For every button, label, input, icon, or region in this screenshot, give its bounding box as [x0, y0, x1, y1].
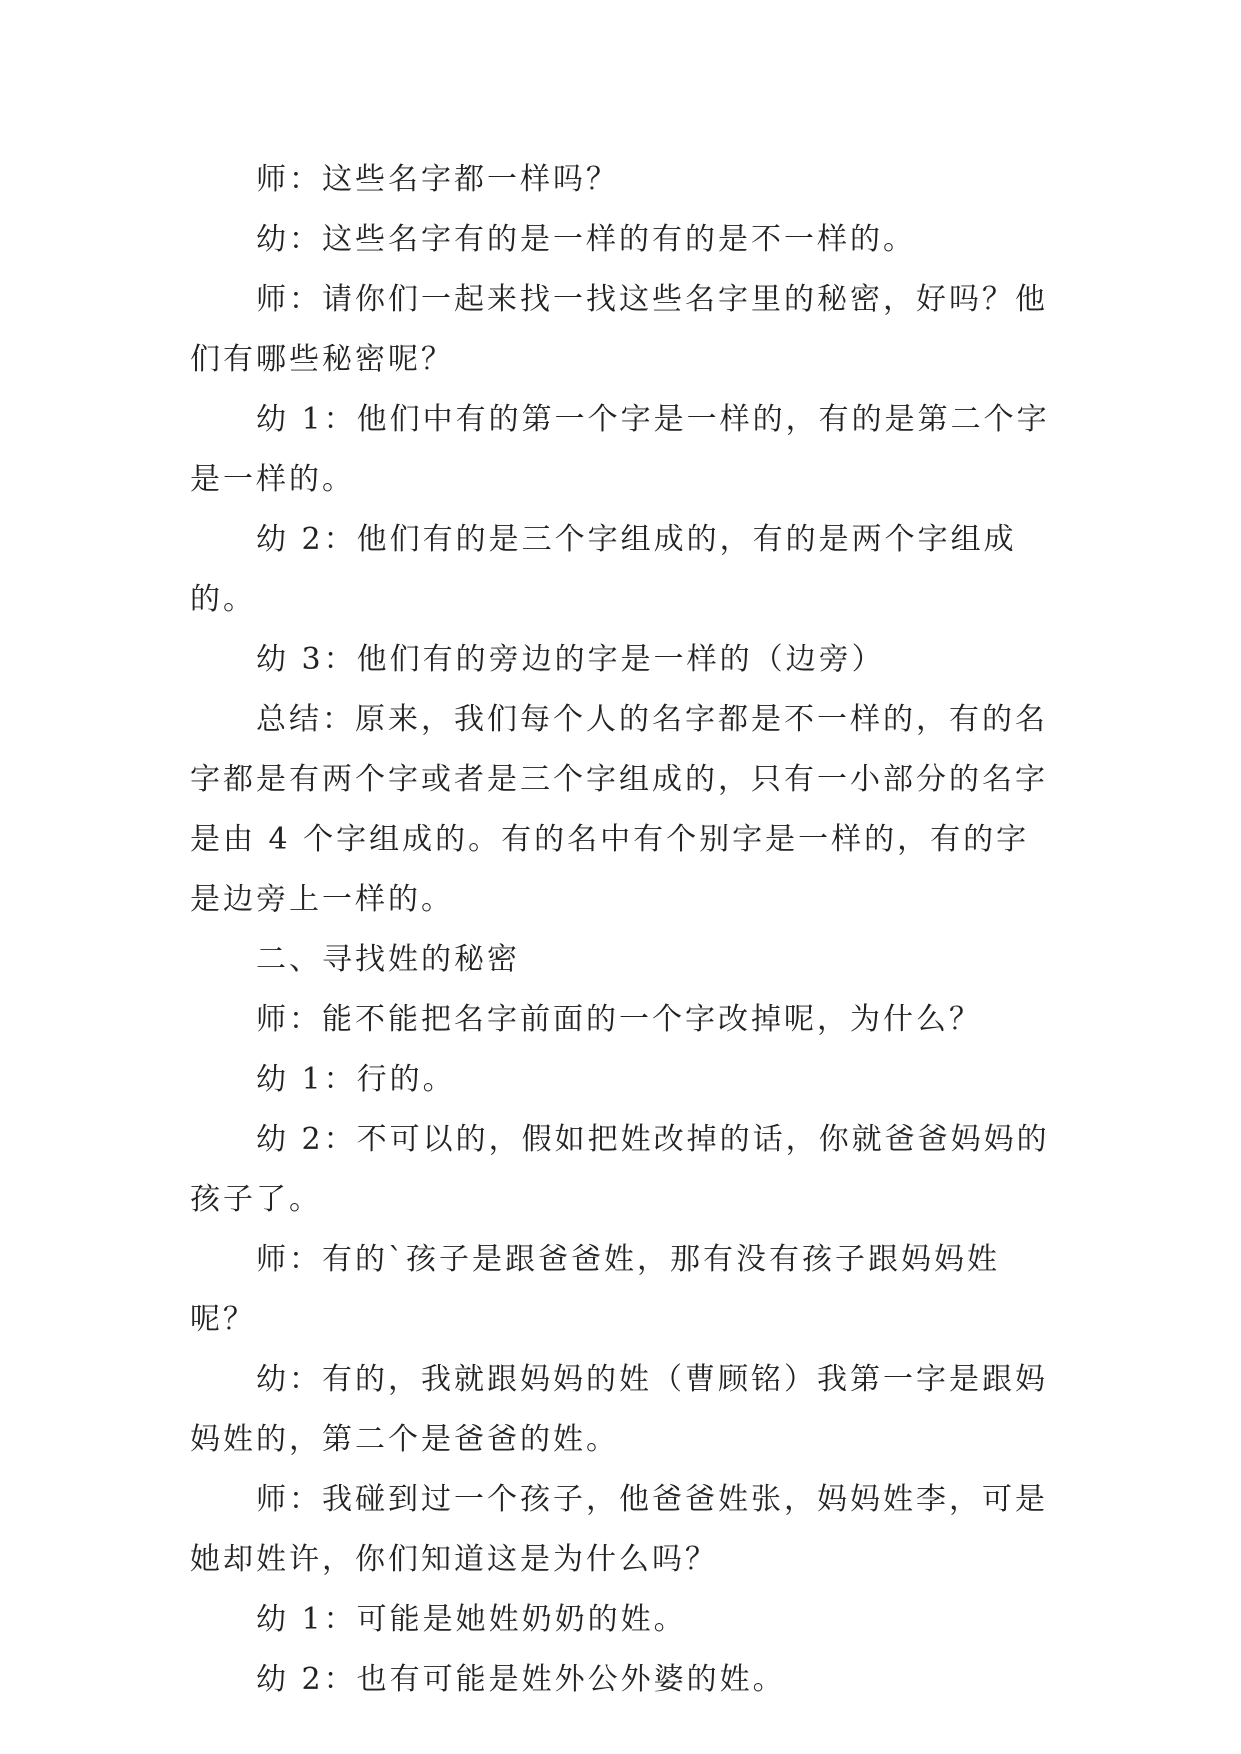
paragraph-14: 师：我碰到过一个孩子，他爸爸姓张，妈妈姓李，可是她却姓许，你们知道这是为什么吗？	[190, 1482, 1048, 1577]
paragraph-10: 幼 1：行的。	[256, 1062, 456, 1097]
paragraph-4: 幼 1：他们中有的第一个字是一样的，有的是第二个字是一样的。	[190, 402, 1050, 497]
paragraph-9: 师：能不能把名字前面的一个字改掉呢，为什么？	[256, 1002, 982, 1037]
paragraph-13: 幼：有的，我就跟妈妈的姓（曹顾铭）我第一字是跟妈妈姓的，第二个是爸爸的姓。	[190, 1362, 1048, 1457]
paragraph-16: 幼 2：也有可能是姓外公外婆的姓。	[256, 1662, 786, 1697]
paragraph-12: 师：有的`孩子是跟爸爸姓，那有没有孩子跟妈妈姓呢？	[190, 1242, 1000, 1337]
paragraph-3: 师：请你们一起来找一找这些名字里的秘密，好吗？他们有哪些秘密呢？	[190, 282, 1048, 377]
paragraph-11: 幼 2：不可以的，假如把姓改掉的话，你就爸爸妈妈的孩子了。	[190, 1122, 1050, 1217]
paragraph-15: 幼 1：可能是她姓奶奶的姓。	[256, 1602, 687, 1637]
paragraph-5: 幼 2：他们有的是三个字组成的，有的是两个字组成的。	[190, 522, 1017, 617]
paragraph-1: 师：这些名字都一样吗？	[256, 162, 619, 197]
document-body	[190, 150, 1050, 1710]
section-heading: 二、寻找姓的秘密	[256, 942, 520, 977]
paragraph-6: 幼 3：他们有的旁边的字是一样的（边旁）	[256, 642, 885, 677]
paragraph-2: 幼：这些名字有的是一样的有的是不一样的。	[256, 222, 916, 257]
paragraph-7: 总结：原来，我们每个人的名字都是不一样的，有的名字都是有两个字或者是三个字组成的，只有一小部分的名字是由 4 个字组成的。有的名中有个别字是一样的，有的字是边旁上一样的。	[190, 702, 1048, 917]
